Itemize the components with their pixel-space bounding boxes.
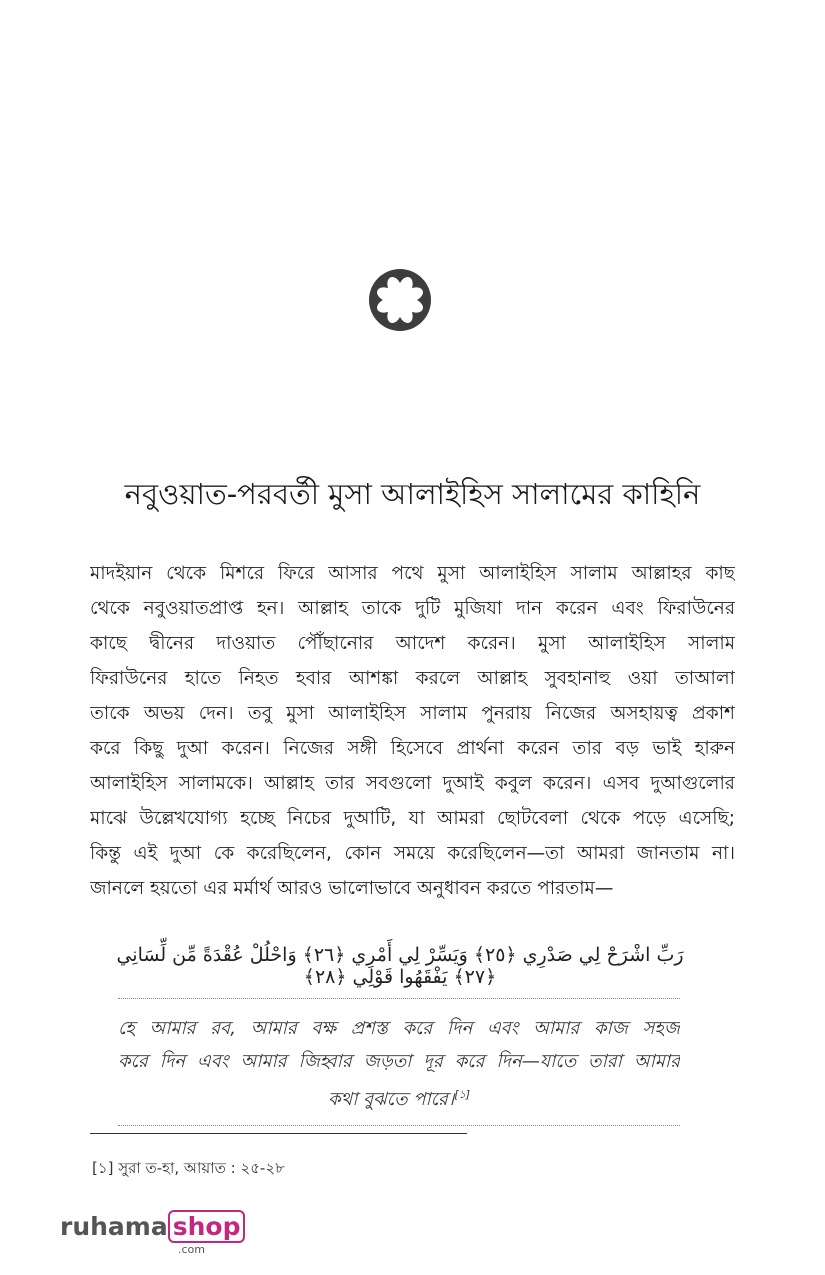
logo-text: ruhama [60,1212,168,1241]
translation-line [118,1078,680,1111]
chapter-title: নবুওয়াত-পরবর্তী মুসা আলাইহিস সালামের কাহিনি [124,477,701,511]
paragraph-line: কিন্তু এই দুআ কে করেছিলেন, কোন সময়ে করেছিলেন—তা আমরা জানতাম না। [90,843,735,864]
arabic-verse: رَبِّ اشْرَحْ لِي صَدْرِي ﴿٢٥﴾ وَيَسِّرْ لِي أَمْرِي ﴿٢٦﴾ وَاحْلُلْ عُقْدَةً مِّن لِّسَانِي ﴿٢٧﴾ يَفْقَهُوا قَوْلِي ﴿٢٨﴾ [116,944,684,988]
dotted-divider [118,998,680,999]
footnote-reference[interactable]: [১] [454,1088,471,1101]
paragraph-line: জানলে হয়তো এর মর্মার্থ আরও ভালোভাবে অনুধাবন করতে পারতাম— [90,878,614,899]
paragraph-line: মাঝে উল্লেখযোগ্য হচ্ছে নিচের দুআটি, যা আমরা ছোটবেলা থেকে পড়ে এসেছি; [90,808,735,829]
logo-domain: .com [178,1243,205,1256]
translation-text: হে আমার রব, আমার বক্ষ প্রশস্ত করে দিন এবং আমার কাজ সহজ [118,1018,680,1039]
footnote: [১] সুরা ত-হা, আয়াত : ২৫-২৮ [92,1159,285,1177]
footnote-rule [90,1133,467,1134]
flower-ornament-icon [368,268,432,332]
paragraph-line: মাদইয়ান থেকে মিশরে ফিরে আসার পথে মুসা আলাইহিস সালাম আল্লাহর কাছ [90,563,735,584]
paragraph-line: করে কিছু দুআ করেন। নিজের সঙ্গী হিসেবে প্রার্থনা করেন তার বড় ভাই হারুন [90,738,735,759]
paragraph-line: তাকে অভয় দেন। তবু মুসা আলাইহিস সালাম পুনরায় নিজের অসহায়ত্ব প্রকাশ [90,703,735,724]
body-paragraph [90,556,735,906]
ruhamashop-logo [60,1212,245,1256]
translation-text: করে দিন এবং আমার জিহ্বার জড়তা দূর করে দিন—যাতে তারা আমার [118,1051,680,1072]
logo-shop-text: shop [168,1210,246,1243]
paragraph-line: ফিরাউনের হাতে নিহত হবার আশঙ্কা করলে আল্লাহ সুবহানাহু ওয়া তাআলা [90,668,735,689]
translation-line [118,1012,680,1045]
paragraph-line: আলাইহিস সালামকে। আল্লাহ তার সবগুলো দুআই কবুল করেন। এসব দুআগুলোর [90,773,735,794]
verse-translation [118,1012,680,1111]
translation-line [118,1045,680,1078]
dotted-divider [118,1125,680,1126]
translation-text: কথা বুঝতে পারে। [327,1089,455,1110]
paragraph-line: কাছে দ্বীনের দাওয়াত পৌঁছানোর আদেশ করেন। মুসা আলাইহিস সালাম [90,633,735,654]
paragraph-line: থেকে নবুওয়াতপ্রাপ্ত হন। আল্লাহ তাকে দুটি মুজিযা দান করেন এবং ফিরাউনের [90,598,735,619]
